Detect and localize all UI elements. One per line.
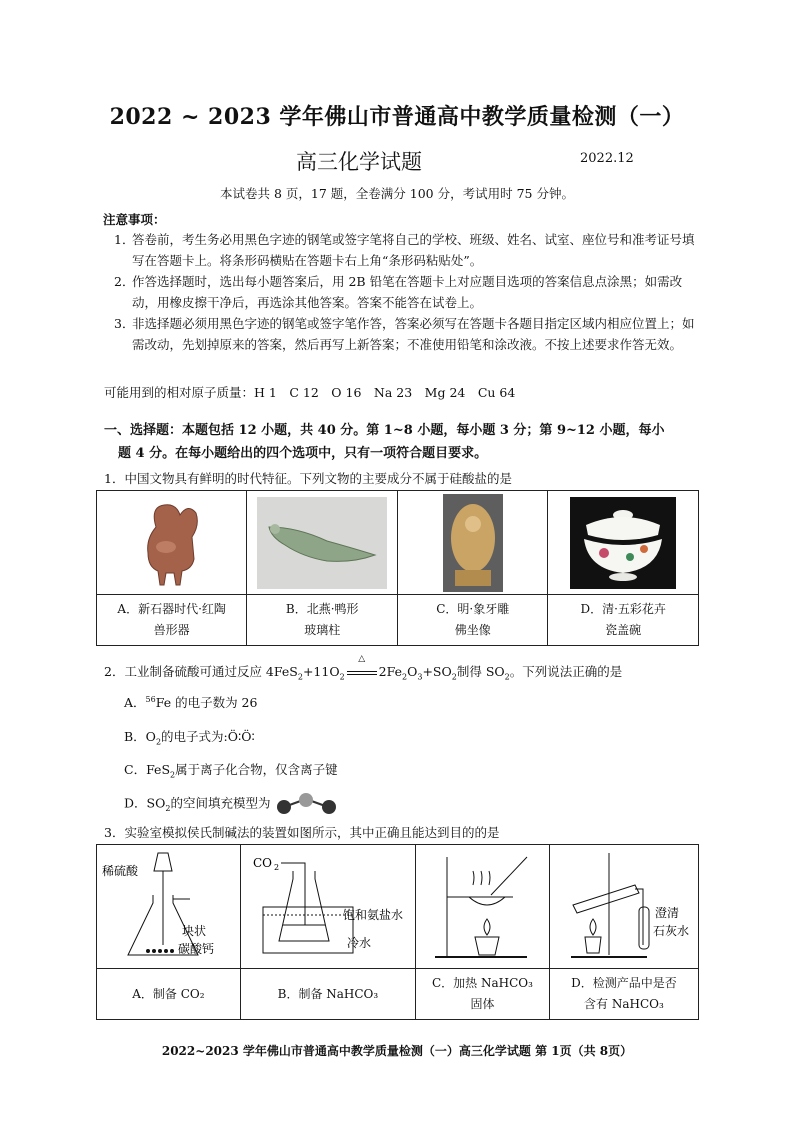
q1-option-c[interactable] — [398, 595, 548, 646]
option-line: 兽形器 — [153, 623, 190, 637]
option-text: C．FeS — [124, 762, 171, 777]
q3-apparatus-c — [416, 845, 550, 969]
option-line: 佛坐像 — [454, 623, 491, 637]
q3-option-c[interactable] — [416, 969, 550, 1020]
notice-text: 非选择题必须用黑色字迹的钢笔或签字笔作答，答案必须写在答题卡各题目指定区域内相应位置上；如需改动，先划掉原来的答案，然后再写上新答案；不准使用铅笔和涂改液。不按上述要求作答无效。 — [132, 316, 695, 352]
q2-option-c[interactable] — [124, 760, 338, 780]
option-line: C．加热 NaHCO₃ — [431, 976, 533, 990]
q3-stem: 3．实验室模拟侯氏制碱法的装置如图所示，其中正确且能达到目的的是 — [104, 825, 500, 840]
pottery-vessel-image — [136, 497, 208, 589]
co2-generator-diagram — [98, 845, 238, 965]
cold-water-label: 冷水 — [346, 936, 371, 950]
notice-number: 2． — [114, 274, 135, 289]
atomic-masses: 可能用到的相对原子质量：H 1 C 12 O 16 Na 23 Mg 24 Cu 64 — [104, 385, 516, 400]
product-test-diagram — [551, 845, 697, 965]
subscript: 2 — [297, 672, 303, 682]
subscript: 2 — [402, 672, 408, 682]
option-text: 的电子式为: — [161, 729, 228, 744]
saturated-solution-label: 饱和氨盐水 — [342, 908, 403, 922]
q3-option-d[interactable] — [549, 969, 698, 1020]
stem-part: 。下列说法正确的是 — [509, 664, 623, 679]
exam-intro: 本试卷共 8 页，17 题，全卷满分 100 分，考试用时 75 分钟。 — [220, 186, 574, 201]
q2-stem — [104, 654, 623, 682]
electron-formula: Ö∶Ö∶ — [227, 729, 255, 744]
notice-item-1 — [114, 230, 702, 271]
notice-item-3 — [114, 314, 702, 355]
option-line: B．北燕·鸭形 — [285, 602, 359, 616]
q1-table — [96, 490, 699, 646]
stem-part: +11O — [302, 664, 340, 679]
q3-option-b[interactable] — [240, 969, 415, 1020]
q1-option-b[interactable] — [247, 595, 398, 646]
q2-option-b[interactable] — [124, 727, 255, 747]
option-line: B．制备 NaHCO₃ — [277, 986, 379, 1001]
stem-part: 制得 SO — [456, 664, 505, 679]
ivory-buddha-image — [443, 494, 503, 592]
superscript: 56 — [145, 694, 156, 704]
notice-heading: 注意事项： — [103, 212, 166, 227]
q1-image-b — [247, 491, 398, 595]
stem-part: +SO — [422, 664, 452, 679]
exam-date: 2022.12 — [580, 151, 634, 166]
option-text: B．O — [124, 729, 156, 744]
option-line: D．清·五彩花卉 — [580, 602, 666, 616]
q3-apparatus-d — [549, 845, 698, 969]
notice-number: 1． — [114, 232, 135, 247]
option-line: A．制备 CO₂ — [132, 986, 205, 1001]
stem-part: O — [407, 664, 418, 679]
subscript: 2 — [170, 770, 176, 780]
q1-image-a — [97, 491, 247, 595]
q3-apparatus-b — [240, 845, 415, 969]
q1-image-d — [548, 491, 699, 595]
q3-option-a[interactable] — [97, 969, 241, 1020]
option-line: 含有 NaHCO₃ — [584, 997, 664, 1011]
section-heading — [104, 419, 704, 465]
stem-part: 2．工业制备硫酸可通过反应 4FeS — [104, 664, 298, 679]
q1-option-d[interactable] — [548, 595, 699, 646]
lime-water-label-1: 澄清 — [654, 906, 679, 920]
option-text: 属于离子化合物，仅含离子键 — [175, 762, 338, 777]
page-footer: 2022~2023 学年佛山市普通高中教学质量检测（一）高三化学试题 第 1页（共 8页） — [161, 1044, 633, 1058]
q1-stem: 1．中国文物具有鲜明的时代特征。下列文物的主要成分不属于硅酸盐的是 — [104, 471, 512, 486]
subscript: 2 — [451, 672, 457, 682]
subscript: 2 — [155, 737, 162, 747]
solid-label-2: 碳酸钙 — [178, 942, 215, 956]
acid-label: 稀硫酸 — [102, 864, 139, 878]
notice-number: 3． — [114, 316, 135, 331]
option-text: 的空间填充模型为 — [170, 795, 271, 811]
co2-label: CO — [252, 856, 272, 870]
option-line: A．新石器时代·红陶 — [117, 602, 226, 616]
page-title: 2022 ~ 2023 学年佛山市普通高中教学质量检测（一） — [109, 104, 685, 130]
nahco3-preparation-diagram — [243, 845, 413, 965]
subscript: 3 — [417, 672, 423, 682]
section-heading-line2: 题 4 分。在每小题给出的四个选项中，只有一项符合题目要求。 — [118, 446, 488, 461]
q2-option-a[interactable] — [124, 693, 257, 711]
option-text: D．SO — [124, 795, 166, 811]
notice-text: 作答选择题时，选出每小题答案后，用 2B 铅笔在答题卡上对应题目选项的答案信息点涂黑；如需改动，用橡皮擦干净后，再选涂其他答案。答案不能答在试卷上。 — [132, 274, 683, 310]
heat-symbol: △ — [358, 654, 366, 664]
option-line: C．明·象牙雕 — [436, 602, 510, 616]
svg-text:2: 2 — [273, 863, 280, 872]
porcelain-bowl-image — [570, 497, 676, 589]
subscript: 2 — [165, 804, 171, 813]
option-line: 固体 — [470, 997, 495, 1011]
reaction-arrow — [345, 654, 379, 679]
stem-part: 2Fe — [378, 664, 403, 679]
option-line: 瓷盖碗 — [605, 623, 642, 637]
subscript: 2 — [339, 672, 345, 682]
notice-text: 答卷前，考生务必用黑色字迹的钢笔或签字笔将自己的学校、班级、姓名、试室、座位号和准考证号填写在答题卡上。将条形码横贴在答题卡右上角“条形码粘贴处”。 — [132, 232, 695, 268]
option-text: Fe 的电子数为 26 — [155, 695, 258, 710]
heating-dish-diagram — [417, 845, 547, 965]
subscript: 2 — [504, 672, 510, 682]
q3-apparatus-a — [97, 845, 241, 969]
section-heading-line1: 一、选择题：本题包括 12 小题，共 40 分。第 1~8 小题，每小题 3 分；第 9~12 小题，每小 — [104, 423, 665, 438]
q2-option-d[interactable] — [124, 793, 340, 815]
lime-water-label-2: 石灰水 — [652, 924, 689, 938]
q1-image-c — [398, 491, 548, 595]
notice-item-2 — [114, 272, 702, 313]
glass-duck-image — [257, 497, 387, 589]
option-line: 玻璃柱 — [304, 623, 341, 637]
q3-table — [96, 844, 699, 1020]
so2-model-icon — [274, 793, 340, 815]
option-text: A． — [124, 695, 146, 710]
page-subtitle: 高三化学试题 — [296, 150, 422, 174]
solid-label-1: 块状 — [182, 924, 207, 938]
option-line: D．检测产品中是否 — [571, 976, 677, 990]
q1-option-a[interactable] — [97, 595, 247, 646]
